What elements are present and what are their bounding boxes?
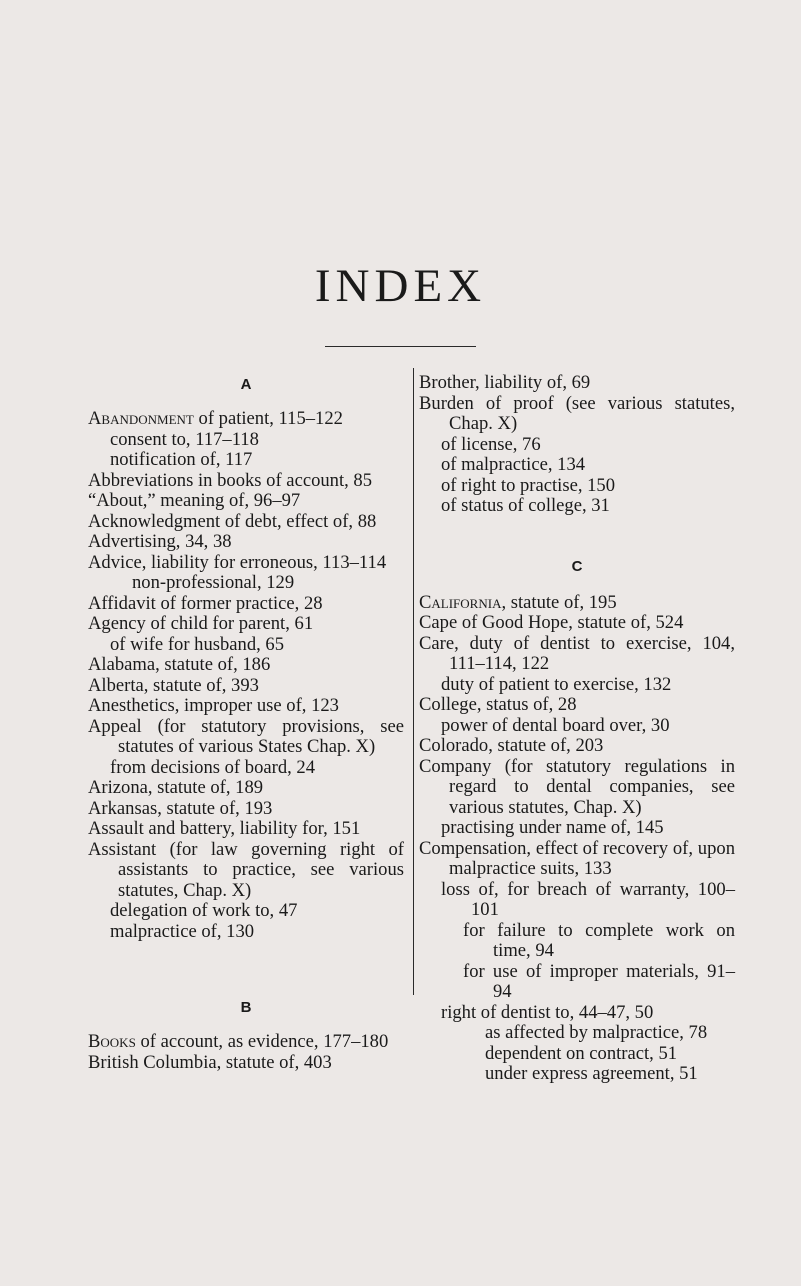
index-entry: “About,” meaning of, 96–97	[88, 490, 301, 511]
index-entry: of wife for husband, 65	[110, 633, 285, 655]
index-entry	[88, 409, 404, 430]
index-entry: Company (for statutory regulations in regard to dental companies, see various statutes, Chap. X)	[419, 755, 735, 818]
index-entry: of right to practise, 150	[441, 474, 616, 496]
index-entry-lead: California	[419, 591, 502, 613]
index-entry: Brother, liability of, 69	[419, 372, 591, 393]
section-letter-b: B	[240, 999, 252, 1016]
index-entry: as affected by malpractice, 78	[485, 1022, 708, 1043]
index-entry: for use of improper materials, 91–94	[463, 960, 735, 1002]
index-entry: Acknowledgment of debt, effect of, 88	[88, 510, 377, 532]
index-entry: Compensation, effect of recovery of, upon malpractice suits, 133	[419, 837, 735, 879]
index-entry: Advice, liability for erroneous, 113–114	[88, 551, 387, 573]
section-letter-c: C	[571, 557, 583, 575]
index-entry: Affidavit of former practice, 28	[88, 592, 323, 614]
index-entry	[419, 593, 735, 614]
page-title: INDEX	[314, 260, 487, 312]
left-a-entries	[88, 409, 404, 942]
index-entry: Arkansas, statute of, 193	[88, 797, 273, 819]
index-entry: Assistant (for law governing right of assistants to practice, see various statutes, Chap. X)	[88, 838, 404, 901]
index-entry: under express agreement, 51	[485, 1063, 698, 1084]
title-rule	[325, 346, 476, 347]
index-entry: Alabama, statute of, 186	[88, 654, 271, 675]
index-entry: of status of college, 31	[441, 495, 610, 516]
index-entry: practising under name of, 145	[441, 817, 664, 838]
index-entry: of license, 76	[441, 433, 541, 455]
index-entry: duty of patient to exercise, 132	[441, 673, 672, 695]
index-entry: consent to, 117–118	[110, 428, 259, 450]
index-entry: Advertising, 34, 38	[88, 531, 232, 552]
index-entry: right of dentist to, 44–47, 50	[441, 1001, 654, 1023]
index-entry: Arizona, statute of, 189	[88, 777, 264, 798]
index-entry: Burden of proof (see various statutes, Chap. X)	[419, 392, 735, 434]
index-entry: Colorado, statute of, 203	[419, 735, 604, 756]
index-entry-lead: Books	[88, 1031, 136, 1052]
index-entry: power of dental board over, 30	[441, 714, 670, 736]
index-entry: Cape of Good Hope, statute of, 524	[419, 612, 684, 633]
index-entry: of malpractice, 134	[441, 454, 586, 475]
index-entry: British Columbia, statute of, 403	[88, 1051, 332, 1073]
index-entry: Care, duty of dentist to exercise, 104, 111–114, 122	[419, 632, 735, 674]
index-entry	[88, 1032, 404, 1053]
left-column	[88, 375, 404, 1073]
index-entry-text: , statute of, 195	[501, 591, 617, 613]
index-entry: Appeal (for statutory provisions, see statutes of various States Chap. X)	[88, 715, 404, 757]
right-c-entries	[419, 593, 735, 1085]
left-b-entries	[88, 1032, 404, 1073]
index-entry: Abbreviations in books of account, 85	[88, 469, 373, 491]
index-entry: from decisions of board, 24	[110, 756, 316, 778]
index-entry: malpractice of, 130	[110, 920, 255, 942]
index-entry: for failure to complete work on time, 94	[463, 919, 735, 961]
column-divider	[413, 368, 414, 995]
index-entry: Alberta, statute of, 393	[88, 674, 259, 696]
index-entry: delegation of work to, 47	[110, 900, 298, 921]
index-entry-text: of account, as evidence, 177–180	[135, 1031, 389, 1052]
index-entry: dependent on contract, 51	[485, 1042, 678, 1064]
index-entry: loss of, for breach of warranty, 100–101	[441, 878, 735, 920]
index-entry: notification of, 117	[110, 449, 253, 470]
index-entry: Agency of child for parent, 61	[88, 613, 314, 634]
index-entry-text: of patient, 115–122	[193, 408, 343, 429]
index-entry: College, status of, 28	[419, 694, 577, 715]
right-column	[419, 373, 735, 1085]
index-entry: Assault and battery, liability for, 151	[88, 818, 361, 839]
right-b-entries	[419, 373, 735, 517]
index-entry: Anesthetics, improper use of, 123	[88, 695, 339, 716]
index-entry: non-professional, 129	[132, 572, 295, 593]
index-entry-lead: Abandonment	[88, 408, 194, 429]
section-letter-a: A	[240, 376, 252, 393]
